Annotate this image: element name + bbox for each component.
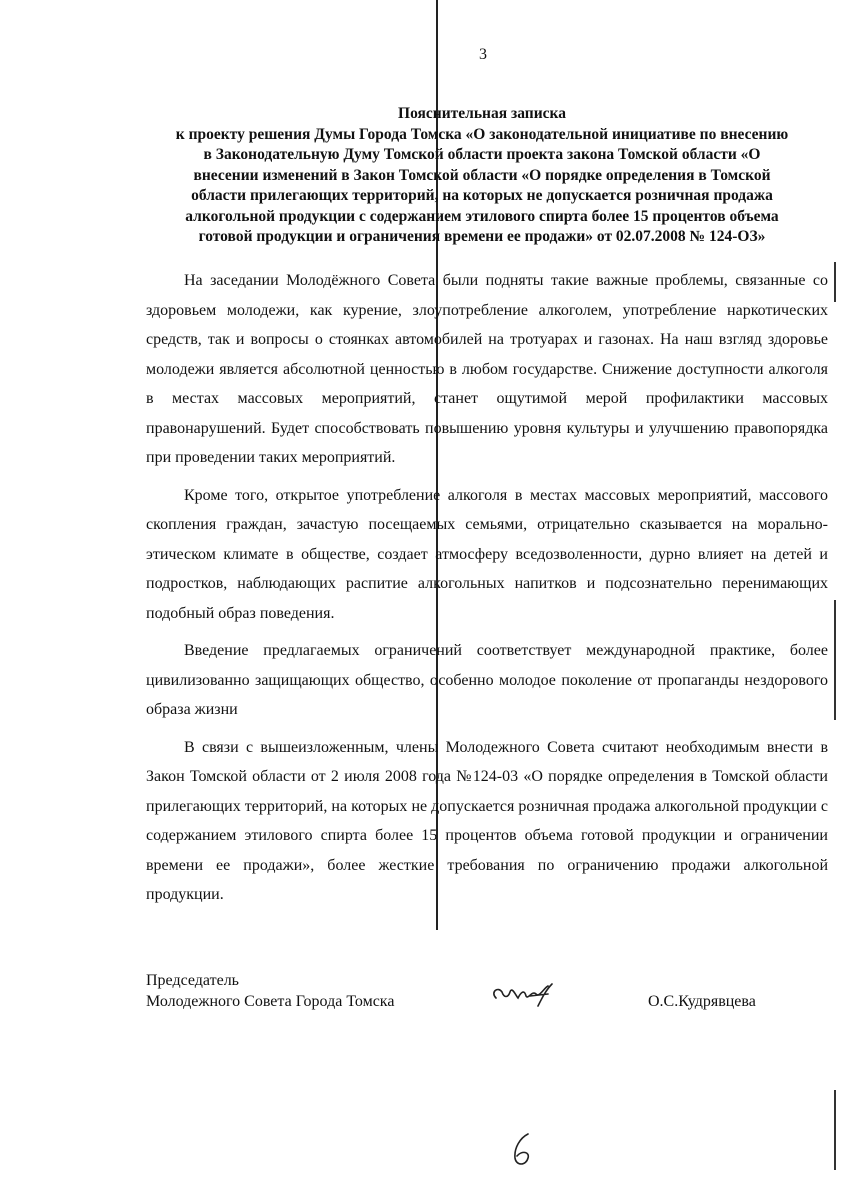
signatory-name: О.С.Кудрявцева bbox=[648, 993, 756, 1010]
title-line: области прилегающих территорий, на которых не допускается розничная продажа bbox=[191, 187, 773, 204]
document-title bbox=[138, 104, 826, 248]
scan-edge-mark bbox=[834, 262, 836, 302]
body-paragraph: Введение предлагаемых ограничений соответствует международной практике, более цивилизованно защищающих общество, особенно молодое поколение от пропаганды нездорового образа жизни bbox=[146, 642, 828, 718]
signatory-position bbox=[146, 970, 466, 1012]
title-line: внесении изменений в Закон Томской области «О порядке определения в Томской bbox=[193, 166, 771, 184]
body-paragraph: На заседании Молодёжного Совета были подняты такие важные проблемы, связанные со здоровьем молодежи, как курение, злоупотребление алкоголем, употребление наркотических средств, так и вопросы о стоянках автомобилей на тротуарах и газонах. На наш взгляд здоровье молодежи является абсолютной ценностью в любом государстве. Снижение доступности алкоголя в местах массовых мероприятий, станет ощутимой мерой профилактики массовых правонарушений. Будет способствовать повышению уровня культуры и улучшению правопорядка при проведении таких мероприятий. bbox=[146, 272, 828, 466]
document-body bbox=[146, 266, 828, 910]
handwritten-signature bbox=[486, 976, 566, 1016]
scan-edge-mark bbox=[834, 1090, 836, 1170]
body-paragraph: В связи с вышеизложенным, члены Молодежного Совета считают необходимым внести в Закон Томской области от 2 июля 2008 года №124-03 «О порядке определения в Томской области прилегающих территорий, на которых не допускается розничная продажа алкогольной продукции с содержанием этилового спирта более 15 процентов объема готовой продукции и ограничении времени ее продажи», более жесткие требования по ограничению продажи алкогольной продукции. bbox=[146, 738, 828, 903]
title-line: в Законодательную Думу Томской области проекта закона Томской области «О bbox=[203, 146, 761, 163]
signatory-organization: Молодежного Совета Города Томска bbox=[146, 993, 395, 1010]
title-line: готовой продукции и ограничения времени ее продажи» от 02.07.2008 № 124-ОЗ» bbox=[198, 228, 766, 245]
title-line: к проекту решения Думы Города Томска «О законодательной инициативе по внесению bbox=[175, 125, 789, 143]
title-heading: Пояснительная записка bbox=[398, 105, 566, 122]
handwritten-page-number bbox=[508, 1130, 538, 1170]
page-number: 3 bbox=[479, 46, 487, 63]
body-paragraph: Кроме того, открытое употребление алкоголя в местах массовых мероприятий, массового скопления граждан, зачастую посещаемых семьями, отрицательно сказывается на морально-этическом климате в обществе, создает атмосферу вседозволенности, дурно влияет на детей и подростков, наблюдающих распитие алкогольных напитков и подсознательно перенимающих подобный образ поведения. bbox=[146, 486, 828, 622]
scan-edge-mark bbox=[834, 600, 836, 720]
signature-block bbox=[146, 970, 828, 1030]
title-line: алкогольной продукции с содержанием этилового спирта более 15 процентов объема bbox=[185, 207, 779, 225]
signatory-title: Председатель bbox=[146, 972, 239, 989]
